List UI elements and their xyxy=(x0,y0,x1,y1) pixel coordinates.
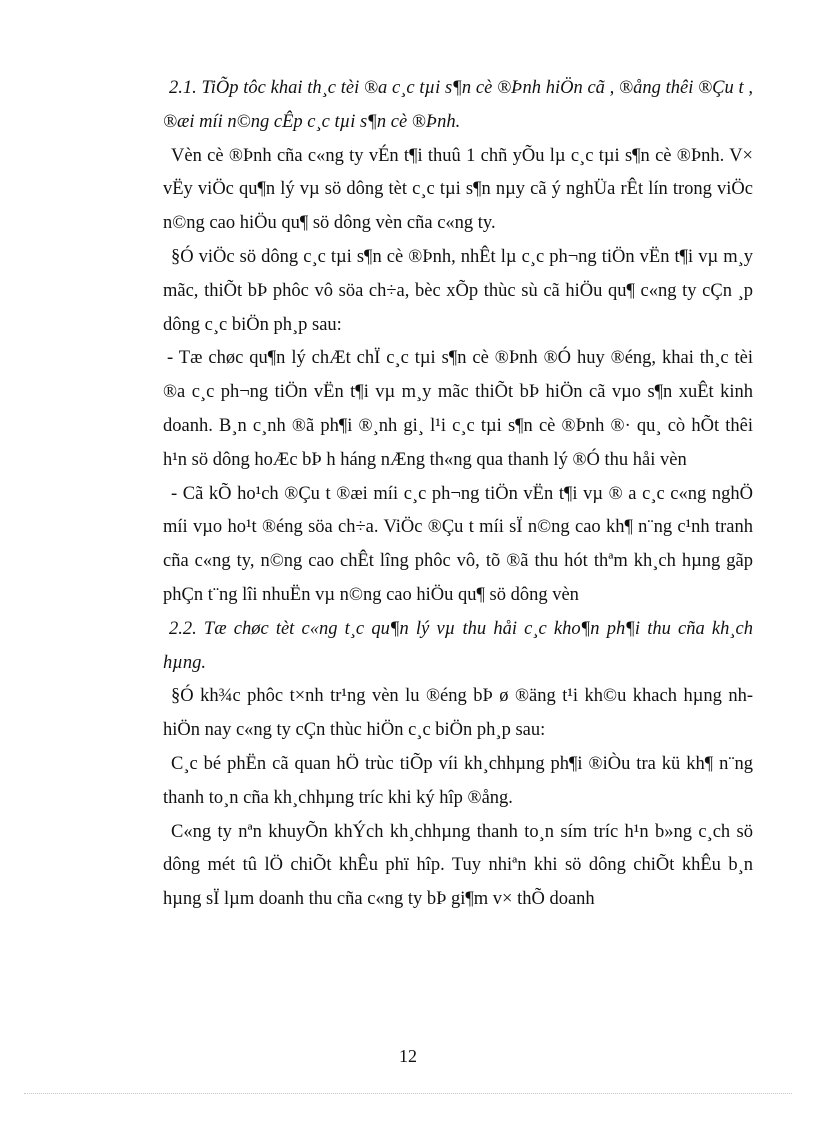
paragraph: §Ó kh¾c phôc t×nh tr¹ng vèn lu ®éng bÞ ø ®äng t¹i kh©u khach hµng nh hiÖn nay c«ng ty cÇn thùc hiÖn c¸c biÖn ph¸p sau: xyxy=(163,686,753,741)
paragraph: Vèn cè ®Þnh cña c«ng ty vÉn t¶i thuû 1 chñ yÕu lµ c¸c tµi s¶n cè ®Þnh. V× vËy viÖc qu¶n lý vµ sö dông tèt c¸c tµi s¶n nµy cã ý nghÜa rÊt lín trong viÖc n©ng cao hiÖu qu¶ sö dông vèn cña c«ng ty. xyxy=(163,145,753,234)
bullet-paragraph: - Tæ chøc qu¶n lý chÆt chÏ c¸c tµi s¶n cè ®Þnh ®Ó huy ®éng, khai th¸c tèi ®a c¸c ph¬ng tiÖn vËn t¶i vµ m¸y mãc thiÕt bÞ hiÖn cã vµo s¶n xuÊt kinh doanh. B¸n c¸nh ®ã ph¶i ®¸nh gi¸ l¹i c¸c tµi s¶n cè ®Þnh ®· qu¸ cò hÕt thêi h¹n sö dông hoÆc bÞ h háng nÆng th«ng qua thanh lý ®Ó thu håi vèn xyxy=(163,348,753,470)
paragraph: §Ó viÖc sö dông c¸c tµi s¶n cè ®Þnh, nhÊt lµ c¸c ph¬ng tiÖn vËn t¶i vµ m¸y mãc, thiÕt bÞ phôc vô söa ch÷a, bèc xÕp thùc sù cã hiÖu qu¶ c«ng ty cÇn ¸p dông c¸c biÖn ph¸p sau: xyxy=(163,246,753,335)
paragraph: C¸c bé phËn cã quan hÖ trùc tiÕp víi kh¸chhµng ph¶i ®iÒu tra kü kh¶ n¨ng thanh to¸n cña kh¸chhµng tríc khi ký hîp ®ång. xyxy=(163,753,753,808)
page-number: 12 xyxy=(399,1046,417,1066)
footer-divider xyxy=(24,1093,792,1094)
bullet-paragraph: - Cã kÕ ho¹ch ®Çu t ®æi míi c¸c ph¬ng tiÖn vËn t¶i vµ ® a c¸c c«ng nghÖ míi vµo ho¹t ®éng söa ch÷a. ViÖc ®Çu t míi sÏ n©ng cao kh¶ n¨ng c¹nh tranh cña c«ng ty, n©ng cao chÊt lîng phôc vô, tõ ®ã thu hót thªm kh¸ch hµng gãp phÇn t¨ng lîi nhuËn vµ n©ng cao hiÖu qu¶ sö dông vèn xyxy=(163,483,753,605)
section-heading-2-1: 2.1. TiÕp tôc khai th¸c tèi ®a c¸c tµi s¶n cè ®Þnh hiÖn cã , ®ång thêi ®Çu t , ®æi míi n©ng cÊp c¸c tµi s¶n cè ®Þnh. xyxy=(163,78,753,132)
body-text xyxy=(163,72,753,917)
section-heading-2-2: 2.2. Tæ chøc tèt c«ng t¸c qu¶n lý vµ thu håi c¸c kho¶n ph¶i thu cña kh¸ch hµng. xyxy=(163,618,753,673)
paragraph: C«ng ty nªn khuyÕn khÝch kh¸chhµng thanh to¸n sím tríc h¹n b»ng c¸ch sö dông mét tû lÖ chiÕt khÊu phï hîp. Tuy nhiªn khi sö dông chiÕt khÊu b¸n hµng sÏ lµm doanh thu cña c«ng ty bÞ gi¶m v× thÕ doanh xyxy=(163,821,753,910)
